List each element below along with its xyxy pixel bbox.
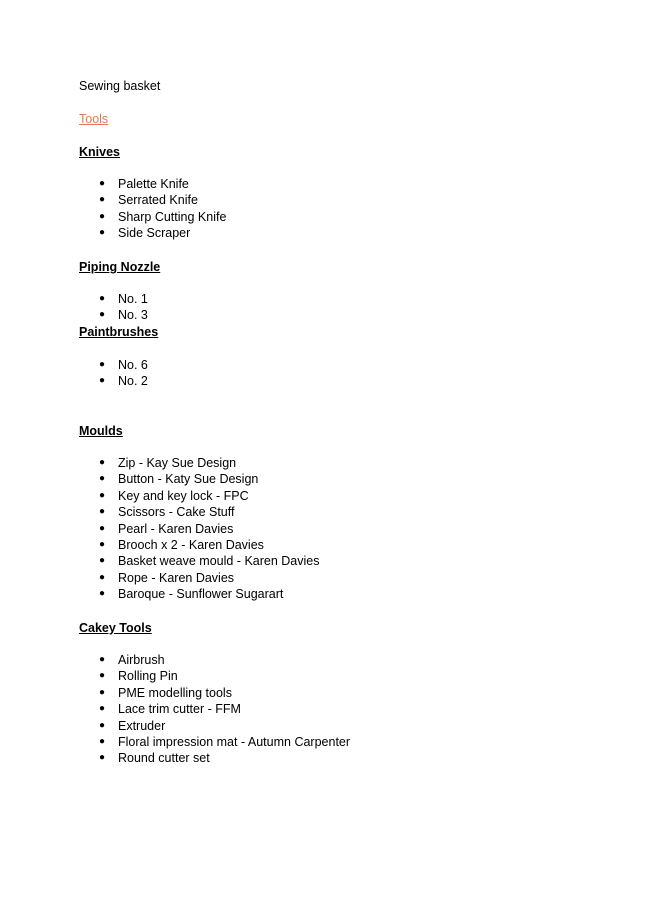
bullet-icon: ● <box>99 719 106 731</box>
list-piping-nozzle <box>0 291 148 324</box>
bullet-icon: ● <box>99 359 106 370</box>
bullet-icon: ● <box>99 227 106 239</box>
heading-moulds: Moulds <box>79 424 123 438</box>
list-item: ● Extruder <box>99 718 166 733</box>
bullet-icon: ● <box>99 538 106 550</box>
list-item: ● Brooch x 2 - Karen Davies <box>99 537 264 552</box>
list-item: ● Baroque - Sunflower Sugarart <box>99 587 284 602</box>
list-item: ● Rolling Pin <box>99 669 178 684</box>
list-paintbrushes <box>0 357 148 390</box>
bullet-icon: ● <box>99 735 106 747</box>
bullet-icon: ● <box>99 654 106 665</box>
list-item: ● Pearl - Karen Davies <box>99 521 234 536</box>
bullet-icon: ● <box>99 670 106 682</box>
list-item: ● PME modelling tools <box>99 685 232 700</box>
bullet-icon: ● <box>99 506 106 518</box>
bullet-icon: ● <box>99 457 106 468</box>
bullet-icon: ● <box>99 686 106 698</box>
bullet-icon: ● <box>99 588 106 600</box>
list-item: ● No. 3 <box>99 308 148 323</box>
bullet-icon: ● <box>99 489 106 501</box>
list-moulds <box>0 455 319 603</box>
list-item: ● Round cutter set <box>99 751 210 766</box>
list-item: ● No. 6 <box>99 358 148 372</box>
bullet-icon: ● <box>99 473 106 485</box>
list-item: ● Key and key lock - FPC <box>99 488 249 503</box>
list-item: ● Side Scraper <box>99 226 191 241</box>
list-item: ● Airbrush <box>99 653 165 667</box>
list-item: ● Palette Knife <box>99 177 189 191</box>
bullet-icon: ● <box>99 522 106 534</box>
bullet-icon: ● <box>99 210 106 222</box>
bullet-icon: ● <box>99 555 106 567</box>
heading-cakey-tools: Cakey Tools <box>79 621 152 635</box>
list-item: ● Lace trim cutter - FFM <box>99 702 241 717</box>
list-item: ● Basket weave mould - Karen Davies <box>99 554 320 569</box>
list-cakey-tools <box>0 652 350 767</box>
bullet-icon: ● <box>99 309 106 321</box>
bullet-icon: ● <box>99 752 106 764</box>
bullet-icon: ● <box>99 194 106 206</box>
list-item: ● Floral impression mat - Autumn Carpenter <box>99 734 351 749</box>
tools-link[interactable]: Tools <box>79 112 109 126</box>
heading-knives: Knives <box>79 145 120 159</box>
list-knives <box>0 176 226 242</box>
document-title: Sewing basket <box>79 79 161 93</box>
list-item: ● Zip - Kay Sue Design <box>99 456 237 470</box>
bullet-icon: ● <box>99 375 106 387</box>
heading-paintbrushes: Paintbrushes <box>79 325 159 339</box>
bullet-icon: ● <box>99 571 106 583</box>
list-item: ● Rope - Karen Davies <box>99 570 235 585</box>
list-item: ● No. 2 <box>99 374 148 389</box>
list-item: ● Sharp Cutting Knife <box>99 209 227 224</box>
heading-piping-nozzle: Piping Nozzle <box>79 260 161 274</box>
list-item: ● No. 1 <box>99 292 148 306</box>
list-item: ● Button - Katy Sue Design <box>99 472 259 487</box>
bullet-icon: ● <box>99 293 106 304</box>
list-item: ● Serrated Knife <box>99 193 198 208</box>
bullet-icon: ● <box>99 178 106 189</box>
bullet-icon: ● <box>99 703 106 715</box>
list-item: ● Scissors - Cake Stuff <box>99 505 235 520</box>
